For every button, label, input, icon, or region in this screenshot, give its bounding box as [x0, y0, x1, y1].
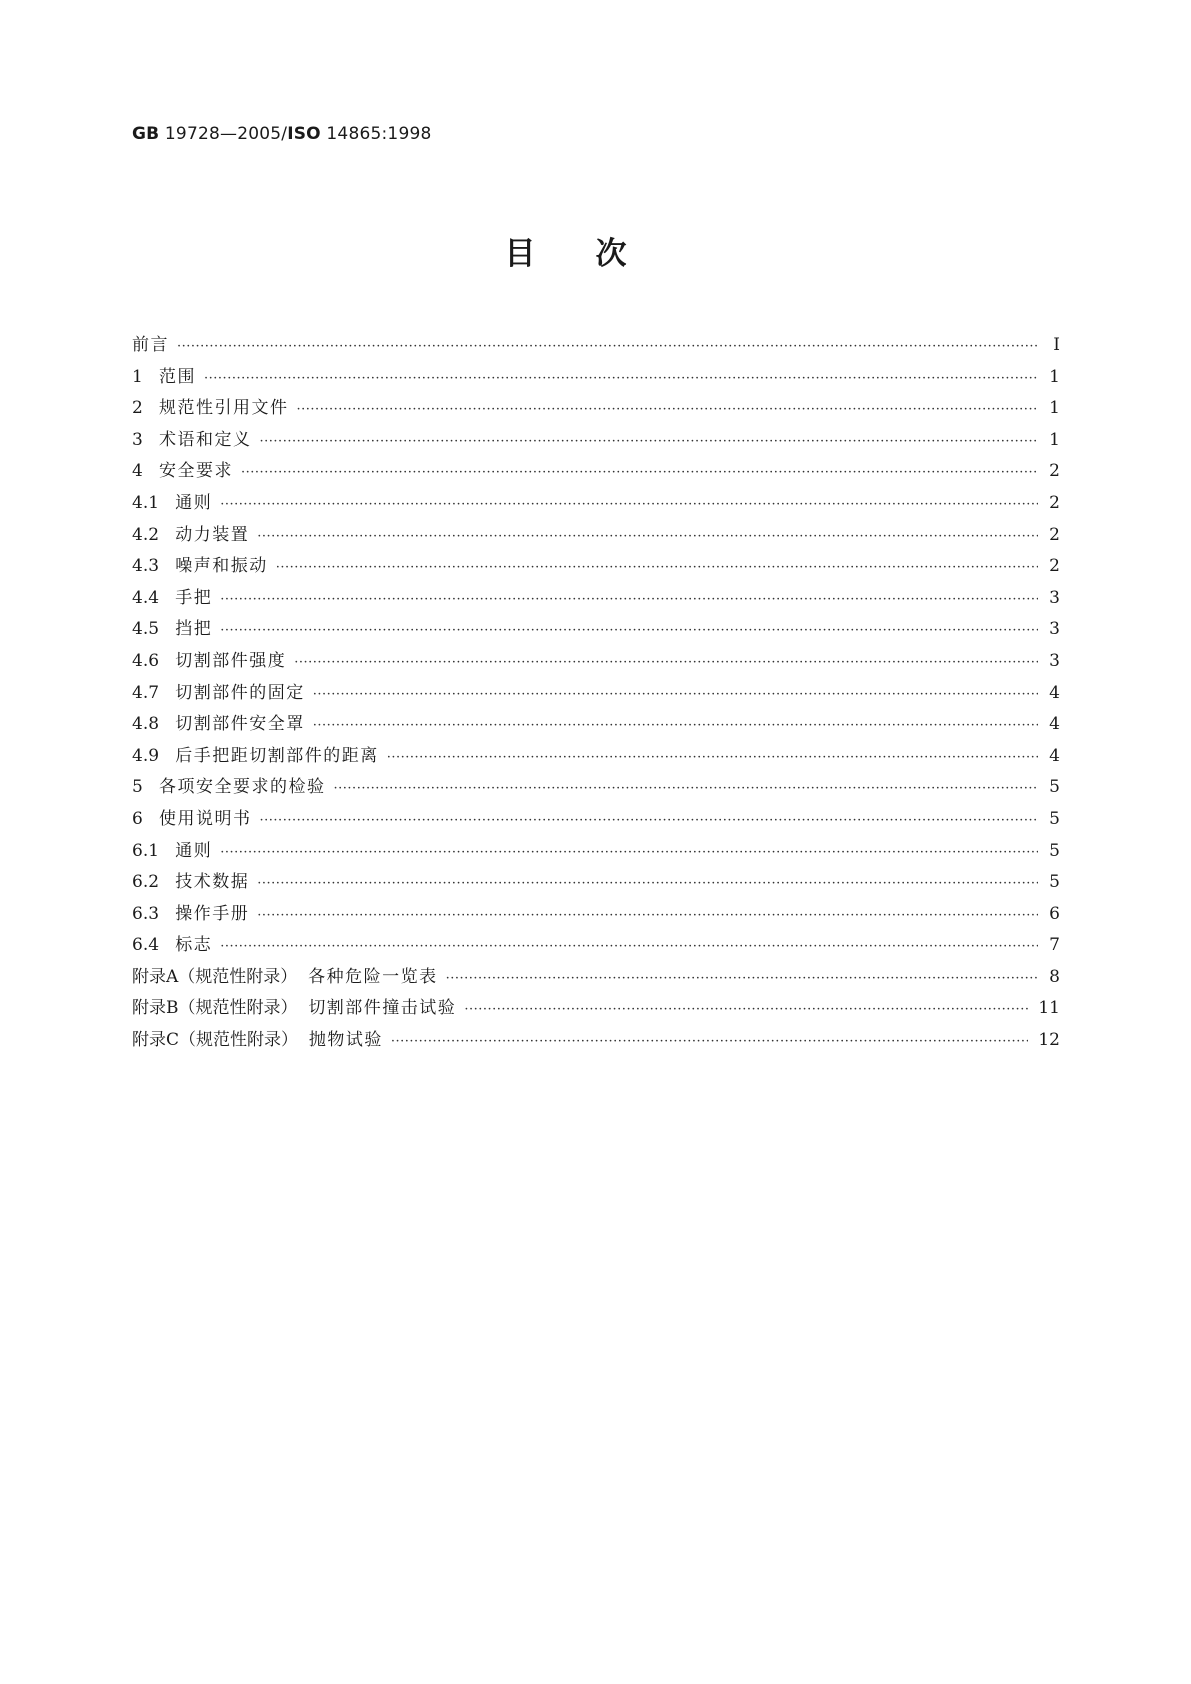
- document-header: [132, 124, 432, 144]
- toc-entry-page: 3: [1049, 587, 1060, 608]
- toc-entry-label: 操作手册: [175, 903, 250, 924]
- toc-entry[interactable]: [132, 393, 1060, 425]
- iso-prefix: ISO: [287, 124, 321, 144]
- toc-entry-label: 动力装置: [175, 524, 250, 545]
- toc-leader-dots: [260, 813, 1038, 828]
- toc-leader-dots: [294, 655, 1038, 670]
- toc-entry-label: 技术数据: [175, 872, 250, 893]
- toc-entry[interactable]: [132, 709, 1060, 741]
- toc-entry-label: 各种危险一览表: [308, 966, 438, 987]
- page-title: 目次: [504, 236, 687, 272]
- toc-entry[interactable]: [132, 993, 1060, 1025]
- toc-entry-number: 附录C（规范性附录）: [132, 1030, 309, 1051]
- toc-leader-dots: [260, 434, 1038, 449]
- toc-entry-page: 2: [1049, 556, 1060, 577]
- toc-entry-page: 3: [1049, 650, 1060, 671]
- toc-entry-page: 2: [1049, 492, 1060, 513]
- toc-leader-dots: [464, 1002, 1028, 1017]
- toc-entry-number: 4: [132, 461, 160, 482]
- toc-entry[interactable]: [132, 678, 1060, 710]
- toc-entry-number: 4.4: [132, 587, 176, 608]
- toc-entry[interactable]: [132, 614, 1060, 646]
- toc-entry[interactable]: [132, 804, 1060, 836]
- toc-leader-dots: [257, 876, 1038, 891]
- toc-entry[interactable]: [132, 930, 1060, 962]
- toc-entry-number: 6.4: [132, 935, 176, 956]
- toc-entry[interactable]: [132, 330, 1060, 362]
- toc-entry-page: 1: [1049, 429, 1060, 450]
- toc-entry-label: 切割部件安全罩: [175, 714, 305, 735]
- toc-entry-label: 抛物试验: [308, 1030, 383, 1051]
- toc-entry-page: 5: [1049, 808, 1060, 829]
- toc-entry[interactable]: [132, 899, 1060, 931]
- toc-entry-number: 附录B（规范性附录）: [132, 998, 309, 1019]
- toc-entry-label: 后手把距切割部件的距离: [175, 745, 379, 766]
- toc-entry-label: 安全要求: [159, 461, 234, 482]
- toc-leader-dots: [276, 560, 1038, 575]
- toc-entry-label: 噪声和振动: [175, 556, 268, 577]
- toc-leader-dots: [313, 687, 1038, 702]
- toc-entry-number: 4.1: [132, 492, 176, 513]
- toc-entry-page: 1: [1049, 398, 1060, 419]
- toc-entry-number: 4.8: [132, 714, 176, 735]
- toc-entry-page: 3: [1049, 619, 1060, 640]
- toc-entry-page: 5: [1049, 872, 1060, 893]
- toc-entry-number: 6: [132, 808, 160, 829]
- toc-entry-label: 范围: [159, 366, 197, 387]
- toc-entry[interactable]: [132, 646, 1060, 678]
- toc-entry[interactable]: [132, 836, 1060, 868]
- toc-leader-dots: [220, 592, 1038, 607]
- toc-entry-label: 切割部件强度: [175, 650, 287, 671]
- toc-leader-dots: [220, 939, 1038, 954]
- toc-entry-page: 4: [1049, 714, 1060, 735]
- toc-entry-number: 1: [132, 366, 160, 387]
- toc-entry-label: 规范性引用文件: [159, 398, 289, 419]
- toc-leader-dots: [334, 781, 1038, 796]
- toc-entry-page: 12: [1038, 1030, 1060, 1051]
- toc-entry-number: 2: [132, 398, 160, 419]
- toc-entry-label: 通则: [175, 492, 213, 513]
- toc-entry-page: Ⅰ: [1053, 335, 1060, 355]
- toc-entry-label: 术语和定义: [159, 429, 252, 450]
- toc-leader-dots: [313, 718, 1038, 733]
- toc-leader-dots: [387, 750, 1038, 765]
- toc-leader-dots: [391, 1034, 1029, 1049]
- toc-entry-label: 各项安全要求的检验: [159, 777, 326, 798]
- toc-entry[interactable]: [132, 520, 1060, 552]
- toc-entry-page: 2: [1049, 524, 1060, 545]
- toc-entry-label: 前言: [132, 335, 169, 355]
- toc-leader-dots: [297, 402, 1038, 417]
- toc-entry-number: 4.2: [132, 524, 176, 545]
- toc-entry[interactable]: [132, 772, 1060, 804]
- toc-entry-number: 3: [132, 429, 160, 450]
- toc-entry-number: 4.6: [132, 650, 176, 671]
- toc-entry[interactable]: [132, 551, 1060, 583]
- toc-entry-number: 6.2: [132, 872, 176, 893]
- toc-leader-dots: [446, 971, 1038, 986]
- toc-entry[interactable]: [132, 867, 1060, 899]
- toc-entry[interactable]: [132, 362, 1060, 394]
- toc-entry-label: 切割部件的固定: [175, 682, 305, 703]
- toc-entry-label: 通则: [175, 840, 213, 861]
- toc-leader-dots: [177, 339, 1038, 354]
- toc-entry-page: 4: [1049, 682, 1060, 703]
- toc-entry-page: 4: [1049, 745, 1060, 766]
- toc-entry-label: 标志: [175, 935, 213, 956]
- toc-entry-page: 11: [1038, 998, 1060, 1019]
- toc-leader-dots: [257, 529, 1038, 544]
- toc-entry-label: 使用说明书: [159, 808, 252, 829]
- toc-entry-label: 手把: [175, 587, 213, 608]
- toc-entry-number: 4.9: [132, 745, 176, 766]
- toc-entry-number: 5: [132, 777, 160, 798]
- std-code: 19728—2005/: [159, 124, 288, 144]
- toc-entry-page: 6: [1049, 903, 1060, 924]
- toc-entry[interactable]: [132, 1025, 1060, 1057]
- toc-entry-page: 5: [1049, 777, 1060, 798]
- toc-entry-page: 1: [1049, 366, 1060, 387]
- toc-entry[interactable]: [132, 456, 1060, 488]
- toc-entry-number: 4.5: [132, 619, 176, 640]
- toc-entry-number: 附录A（规范性附录）: [132, 966, 309, 987]
- table-of-contents: [132, 330, 1060, 1057]
- toc-entry[interactable]: [132, 583, 1060, 615]
- toc-leader-dots: [257, 908, 1038, 923]
- toc-entry[interactable]: [132, 488, 1060, 520]
- std-prefix: GB: [132, 124, 160, 144]
- toc-entry-label: 切割部件撞击试验: [308, 998, 457, 1019]
- toc-entry-label: 挡把: [175, 619, 213, 640]
- iso-code: 14865:1998: [320, 124, 432, 144]
- toc-leader-dots: [220, 623, 1038, 638]
- toc-entry-number: 6.3: [132, 903, 176, 924]
- toc-entry-page: 8: [1049, 966, 1060, 987]
- toc-leader-dots: [220, 845, 1038, 860]
- toc-entry-page: 2: [1049, 461, 1060, 482]
- toc-entry[interactable]: [132, 962, 1060, 994]
- toc-entry[interactable]: [132, 425, 1060, 457]
- toc-entry-number: 4.3: [132, 556, 176, 577]
- toc-leader-dots: [204, 371, 1038, 386]
- toc-entry-page: 7: [1049, 935, 1060, 956]
- toc-entry-number: 4.7: [132, 682, 176, 703]
- toc-leader-dots: [220, 497, 1038, 512]
- toc-entry[interactable]: [132, 741, 1060, 773]
- toc-entry-page: 5: [1049, 840, 1060, 861]
- toc-leader-dots: [241, 465, 1038, 480]
- toc-entry-number: 6.1: [132, 840, 176, 861]
